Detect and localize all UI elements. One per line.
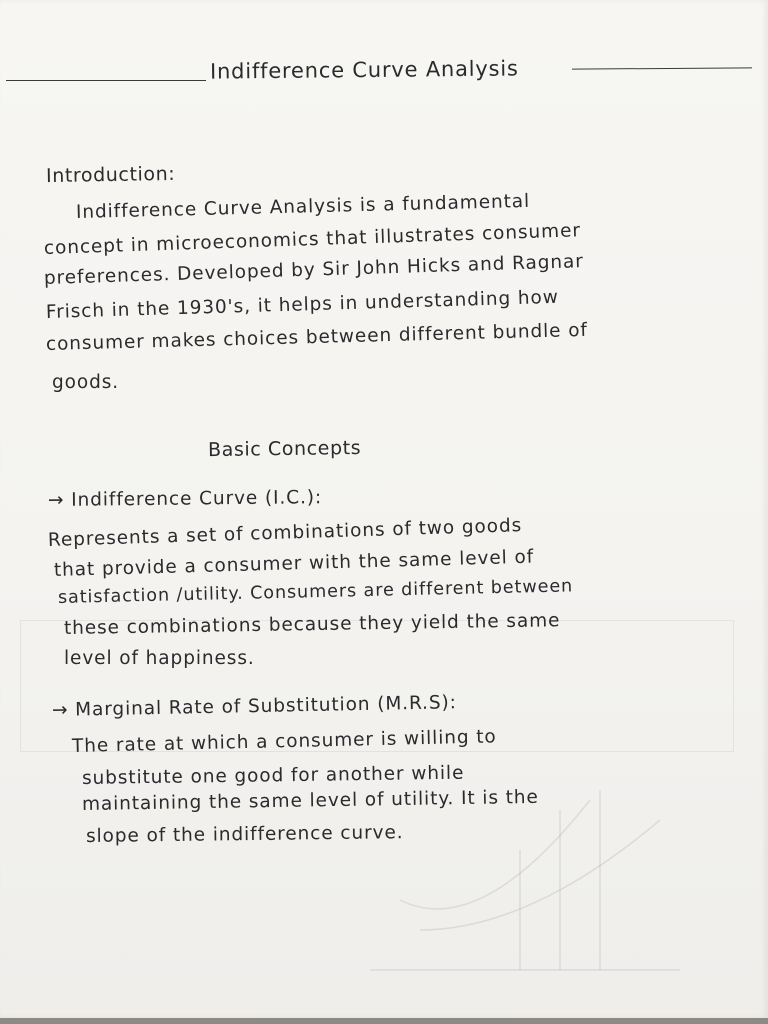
mrs-line-3: maintaining the same level of utility. It is the — [81, 786, 539, 815]
basic-concepts-heading: Basic Concepts — [207, 436, 362, 462]
page-title: Indifference Curve Analysis — [209, 56, 519, 84]
intro-line-2: concept in microeconomics that illustrates consumer — [43, 220, 582, 259]
ic-line-3: satisfaction /utility. Consumers are different between — [57, 576, 574, 608]
introduction-heading: Introduction: — [45, 162, 176, 188]
intro-line-5: consumer makes choices between different bundle of — [45, 319, 589, 355]
intro-line-1: Indifference Curve Analysis is a fundamental — [75, 190, 531, 223]
title-rule-right — [572, 67, 752, 69]
intro-line-6: goods. — [52, 372, 120, 393]
intro-line-4: Frisch in the 1930's, it helps in understanding how — [45, 286, 560, 323]
bleed-through-graph — [360, 780, 690, 990]
page-bottom-edge — [0, 1018, 768, 1024]
ic-heading: → Indifference Curve (I.C.): — [47, 487, 323, 511]
mrs-line-1: The rate at which a consumer is willing to — [71, 726, 497, 757]
title-row — [6, 58, 752, 92]
ic-line-2: that provide a consumer with the same level of — [53, 546, 535, 581]
ic-line-4: these combinations because they yield the same — [63, 610, 561, 639]
mrs-line-2: substitute one good for another while — [81, 762, 465, 789]
mrs-line-4: slope of the indifference curve. — [85, 822, 404, 847]
ic-line-5: level of happiness. — [64, 648, 255, 669]
intro-line-3: preferences. Developed by Sir John Hicks and Ragnar — [43, 251, 585, 289]
title-rule-left — [6, 80, 206, 81]
mrs-heading: → Marginal Rate of Substitution (M.R.S): — [51, 692, 457, 721]
ic-line-1: Represents a set of combinations of two goods — [47, 515, 523, 551]
